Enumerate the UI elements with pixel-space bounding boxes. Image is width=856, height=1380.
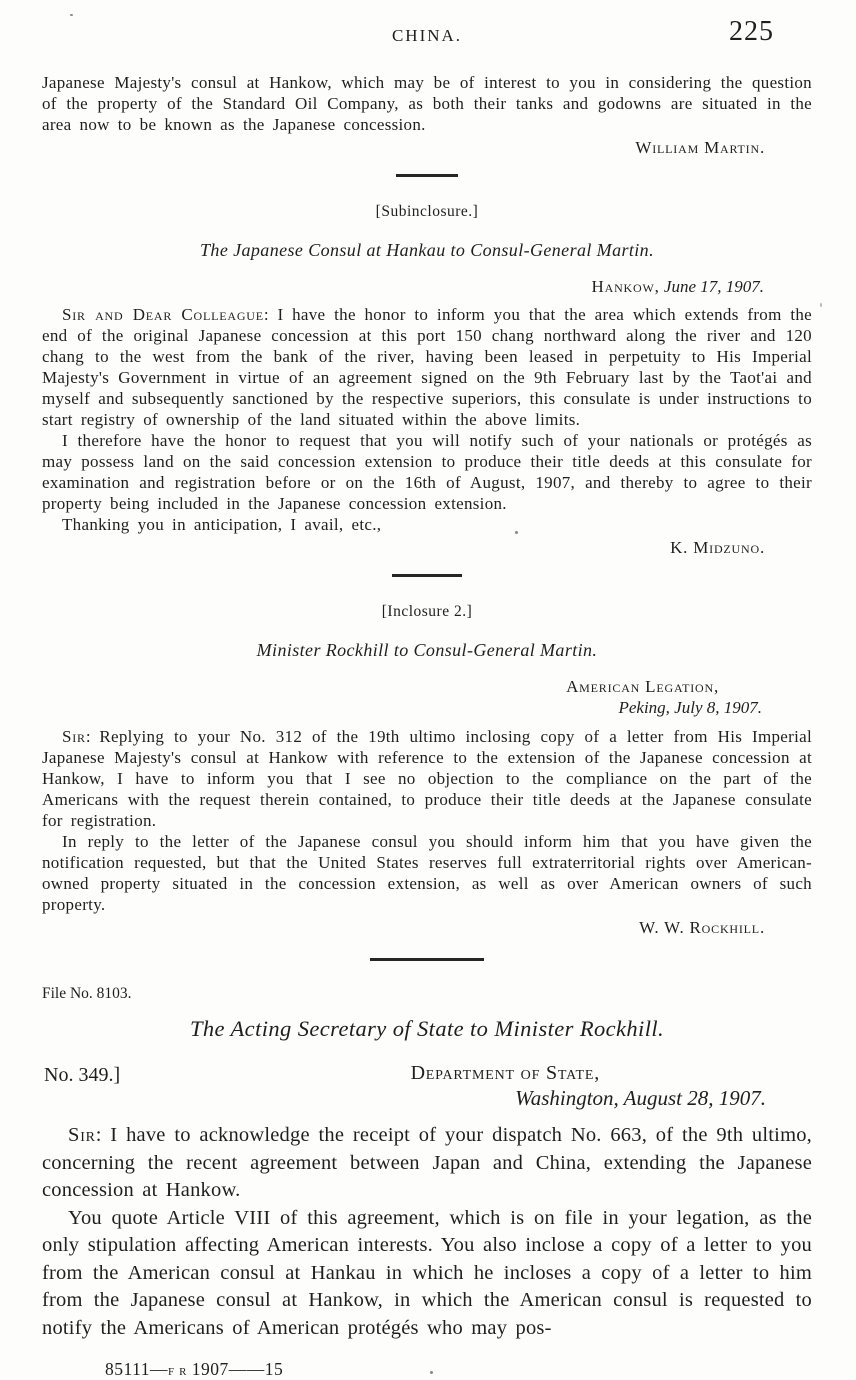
dispatch-letter [42, 985, 812, 1342]
inclosure-label: [Inclosure 2.] [381, 603, 473, 620]
dispatch-number: No. 349.] [44, 1064, 121, 1086]
printers-code-suffix: 1907——15 [191, 1359, 284, 1379]
paper-speck [70, 14, 73, 16]
dateline-place: Hankow, [591, 277, 660, 296]
running-title: CHINA. [391, 26, 463, 45]
paragraph-text: I have the honor to inform you that the area which extends from the end of the original Japanese concession at this port 150 chang northward along the river and 120 chang to the west from the bank of the river, having been leased in perpetuity to His Imperial Majesty's Government in virtue of an agreement signed on the 9th February last by the Taot'ai and myself and subsequently sanctioned by the respective superiors, this consulate is under instructions to start registry of ownership of the land situated within the above limits. [42, 305, 812, 429]
paper-speck [430, 1371, 433, 1374]
section-divider [370, 958, 484, 961]
letter-heading: The Acting Secretary of State to Minister Rockhill. [189, 1016, 665, 1041]
paragraph [42, 304, 812, 430]
subinclosure-letter [42, 203, 812, 558]
paragraph [42, 1122, 812, 1205]
salutation: Sir: [68, 1124, 103, 1146]
salutation: Sir and Dear Colleague: [62, 305, 270, 324]
dateline-place: American Legation, [566, 677, 719, 696]
inclosure-2-letter [42, 603, 812, 938]
letter-heading: The Japanese Consul at Hankau to Consul-General Martin. [200, 240, 654, 260]
dateline-date: Peking, July 8, 1907. [618, 698, 762, 717]
printers-code-fr: f r [167, 1362, 187, 1379]
dateline [42, 276, 812, 297]
signature-w-w-rockhill: W. W. Rockhill. [639, 918, 765, 937]
section-divider [396, 174, 458, 177]
paragraph [42, 726, 812, 831]
dateline-place: Department of State, [410, 1062, 600, 1084]
inclosure-label: [Subinclosure.] [375, 203, 479, 220]
paragraph: Japanese Majesty's consul at Hankow, which may be of interest to you in considering the question of the property of the Standard Oil Company, as both their tanks and godowns are situated in the area now to be known as the Japanese concession. [42, 73, 812, 134]
martin-letter-fragment [42, 72, 812, 158]
paper-speck [820, 303, 822, 307]
paragraph: I therefore have the honor to request that you will notify such of your nationals or protégés as may possess land on the said concession extension to produce their title deeds at this consulate for examination and registration before or on the 16th of August, 1907, and thereby to agree to their property being included in the Japanese concession extension. [42, 431, 812, 513]
paper-speck [515, 531, 518, 534]
dispatch-head [42, 1061, 812, 1113]
signature-william-martin: William Martin. [635, 138, 765, 157]
dateline-date: June 17, 1907. [663, 277, 764, 296]
paragraph-text: I have to acknowledge the receipt of your dispatch No. 663, of the 9th ultimo, concerning the recent agreement between Japan and China, extending the Japanese concession at Hankow. [42, 1124, 812, 1201]
page-number: 225 [729, 16, 774, 47]
section-divider [392, 574, 462, 577]
closing-line: Thanking you in anticipation, I avail, etc., [62, 515, 382, 534]
printers-code-prefix: 85111— [105, 1359, 168, 1379]
paragraph: You quote Article VIII of this agreement, which is on file in your legation, as the only stipulation affecting American interests. You also inclose a copy of a letter to you from the American consul at Hankau in which he incloses a copy of a letter to him from the Japanese consul at Hankow, in which the American consul is requested to notify the Americans of American protégés who may pos- [42, 1206, 812, 1339]
dateline-date: Washington, August 28, 1907. [515, 1086, 766, 1110]
signature-k-midzuno: K. Midzuno. [670, 538, 765, 557]
dateline [42, 676, 812, 718]
paragraph: In reply to the letter of the Japanese consul you should inform him that you have given the notification requested, but that the United States reserves full extraterritorial rights over American-owned property situated in the concession extension, as well as over American owners of such property. [42, 832, 812, 914]
page-header [42, 16, 812, 52]
file-number: File No. 8103. [42, 985, 132, 1002]
salutation: Sir: [62, 727, 92, 746]
printers-code [42, 1359, 812, 1380]
paragraph-text: Replying to your No. 312 of the 19th ultimo inclosing copy of a letter from His Imperial Japanese Majesty's consul at Hankow with reference to the extension of the Japanese concession at Hankow, I have to inform you that I see no objection to the compliance on the part of the Americans with the request therein contained, to produce their title deeds at the Japanese consulate for registration. [42, 727, 812, 830]
letter-heading: Minister Rockhill to Consul-General Martin. [256, 640, 598, 660]
